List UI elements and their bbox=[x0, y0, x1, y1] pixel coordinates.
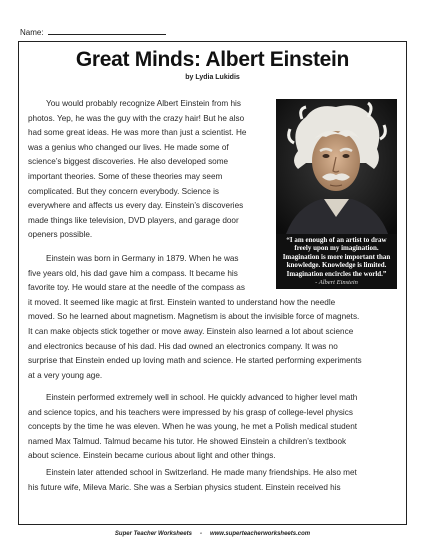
paragraph-line: it moved. It seemed like magic at first. Einstein wanted to understand how the needle bbox=[28, 297, 336, 307]
quote-line: Imagination encircles the world.” bbox=[286, 269, 387, 278]
quote-line: “I am enough of an artist to draw bbox=[286, 236, 387, 244]
paragraph-line: everywhere and affects us every day. Einstein’s discoveries bbox=[28, 201, 244, 211]
paragraph-line: at a very young age. bbox=[28, 370, 103, 380]
name-field bbox=[20, 27, 166, 37]
paragraph-line: named Max Talmud. Talmud became his tutor. He showed Einstein a children’s textbook bbox=[28, 436, 347, 446]
einstein-quote bbox=[282, 236, 391, 278]
paragraph-line: surprise that Einstein ended up loving math and science. He started performing experiments bbox=[28, 356, 362, 366]
quote-line: knowledge. Knowledge is limited. bbox=[286, 261, 387, 270]
paragraph-line: favorite toy. He would stare at the needle of the compass as bbox=[28, 283, 245, 293]
paragraph-line: concepts by the time he was eleven. When he was young, he met a Polish medical student bbox=[28, 422, 358, 432]
einstein-photo-panel bbox=[276, 99, 397, 289]
paragraph-line: had some great ideas. He was more than just a scientist. He bbox=[28, 128, 247, 138]
name-blank-line[interactable] bbox=[48, 27, 166, 35]
quote-line: freely upon my imagination. bbox=[294, 244, 379, 253]
einstein-portrait-image bbox=[276, 99, 397, 234]
paragraph-line: You would probably recognize Albert Einstein from his bbox=[46, 99, 241, 108]
footer-separator: - bbox=[199, 531, 202, 537]
footer-url-link[interactable]: www.superteacherworksheets.com bbox=[209, 531, 311, 537]
paragraph-line: his future wife, Mileva Maric. She was a Serbian physics student. Einstein received his bbox=[28, 482, 341, 492]
quote-author: - Albert Einstein bbox=[315, 279, 358, 286]
quote-line: Imagination is more important than bbox=[282, 252, 391, 261]
paragraph-line: made things like television, DVD players, and garage door bbox=[28, 215, 239, 225]
paragraph-line: photos. Yep, he was the guy with the crazy hair! But he also bbox=[28, 113, 245, 123]
paragraph-line: and electronics because of his dad. His dad owned an electronics company. It was no bbox=[28, 341, 338, 351]
article-byline: by Lydia Lukidis bbox=[185, 74, 240, 81]
paragraph-line: moved. So he learned about magnetism. Magnetism is about the invisible force of magnets. bbox=[28, 312, 360, 322]
paragraph-line: was a genius who changed our lives. He made some of bbox=[28, 142, 229, 152]
paragraph-line: and science topics, and his teachers were impressed by his grasp of college-level physics bbox=[28, 407, 353, 417]
paragraph-1 bbox=[28, 97, 274, 243]
paragraph-line: It can make objects stick together or move away. Einstein also learned a lot about science bbox=[28, 326, 354, 336]
paragraph-line: Einstein performed extremely well in school. He quickly advanced to higher level math bbox=[46, 393, 358, 402]
paragraph-line: five years old, his dad gave him a compass. It became his bbox=[28, 268, 238, 278]
paragraph-line: important theories. Some of these theories may seem bbox=[28, 171, 223, 181]
name-label: Name: bbox=[20, 28, 44, 37]
paragraph-line: science’s biggest discoveries. He also developed some bbox=[28, 157, 229, 167]
footer bbox=[0, 531, 425, 537]
paragraph-line: openers possible. bbox=[28, 230, 93, 240]
paragraph-line: Einstein was born in Germany in 1879. When he was bbox=[46, 254, 239, 263]
footer-brand: Super Teacher Worksheets bbox=[114, 531, 192, 537]
paragraph-4 bbox=[28, 466, 398, 495]
paragraph-3 bbox=[28, 391, 398, 464]
paragraph-line: Einstein later attended school in Switzerland. He made many friendships. He also met bbox=[46, 468, 357, 477]
article-title: Great Minds: Albert Einstein bbox=[75, 48, 350, 71]
paragraph-line: complicated. But they concern everybody. Science is bbox=[28, 186, 219, 196]
paragraph-line: about science. Einstein became curious about light and other things. bbox=[28, 451, 276, 461]
